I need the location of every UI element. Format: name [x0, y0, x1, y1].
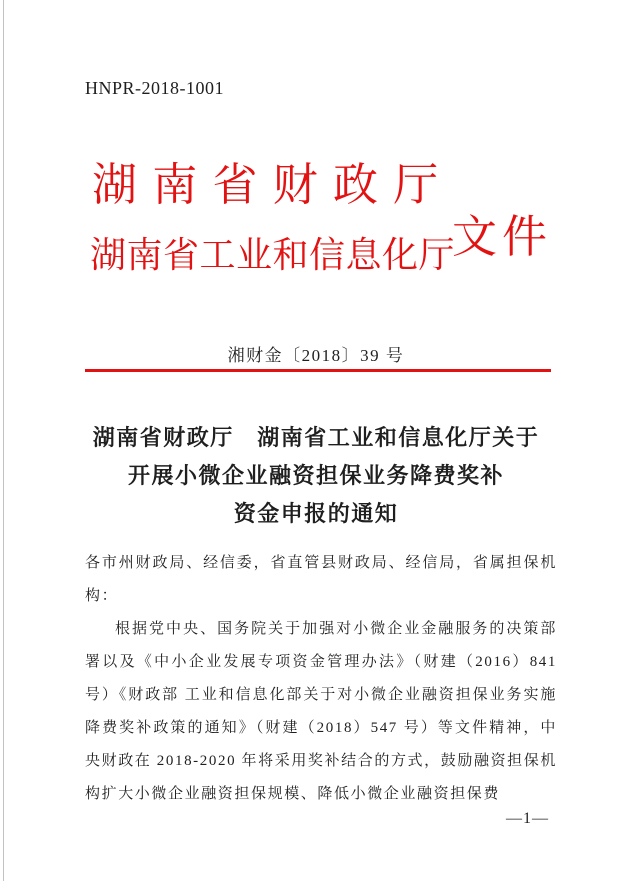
letterhead-org-finance-dept: 湖 南 省 财 政 厅 — [92, 160, 441, 210]
title-line-2: 开展小微企业融资担保业务降费奖补 — [127, 463, 504, 488]
registration-code: HNPR-2018-1001 — [85, 78, 225, 98]
page-number: —1— — [506, 810, 549, 827]
red-separator-line — [85, 369, 551, 372]
body-paragraph: 根据党中央、国务院关于加强对小微企业金融服务的决策部署以及《中小企业发展专项资金管理办法》（财建（2016）841号）《财政部 工业和信息化部关于对小微企业融资担保业务实施降费奖补政策的通知》（财建（2018）547 号）等文件精神，中央财政在 2018-2020 年将采用奖补结合的方式，鼓励融资担保机构扩大小微企业融资担保规模、降低小微企业融资担保费 — [85, 621, 557, 802]
document-body — [85, 547, 557, 811]
letterhead-org-industry-dept: 湖南省工业和信息化厅 — [90, 235, 456, 275]
letterhead-document-word: 文件 — [452, 212, 553, 262]
document-title — [0, 419, 632, 533]
title-line-3: 资金申报的通知 — [233, 501, 399, 526]
document-number: 湘财金〔2018〕39 号 — [227, 346, 405, 365]
title-line-1: 湖南省财政厅 湖南省工业和信息化厅关于 — [92, 425, 540, 450]
salutation-line: 各市州财政局、经信委，省直管县财政局、经信局，省属担保机构： — [85, 555, 557, 604]
